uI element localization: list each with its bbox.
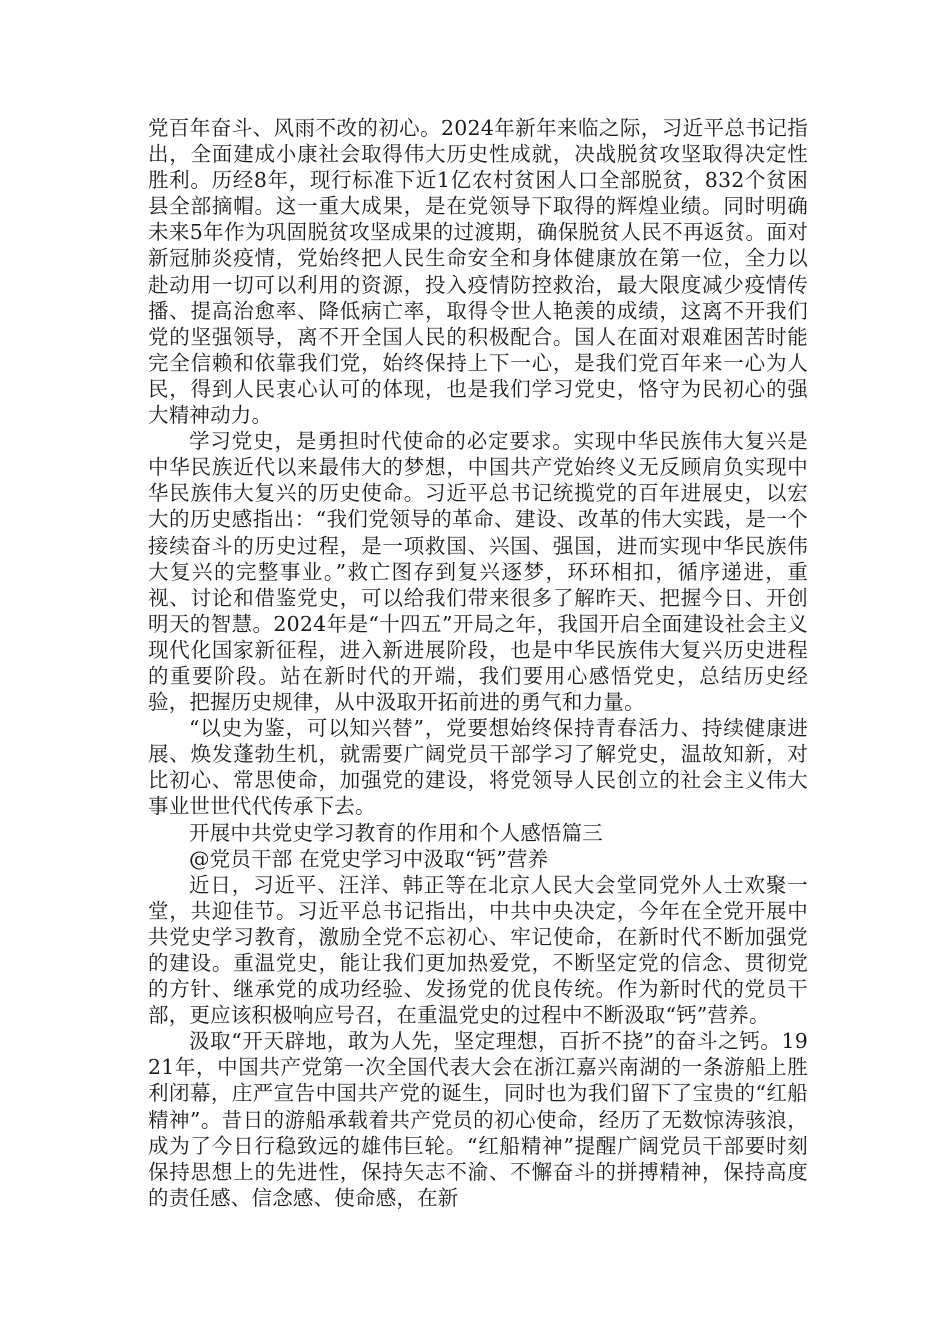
paragraph-3: “以史为鉴，可以知兴替”，党要想始终保持青春活力、持续健康进展、焕发蓬勃生机，就需要广阔党员干部学习了解党史，温故知新，对比初心、常思使命，加强党的建设，将党领导人民创立的社会主义伟大事业世世代代传承下去。 xyxy=(148,716,808,819)
section-heading: 开展中共党史学习教育的作用和个人感悟篇三 xyxy=(189,820,603,845)
paragraph-4: 近日，习近平、汪洋、韩正等在北京人民大会堂同党外人士欢聚一堂，共迎佳节。习近平总书记指出，中共中央决定，今年在全党开展中共党史学习教育，激励全党不忘初心、牢记使命，在新时代不断加强党的建设。重温党史，能让我们更加热爱党，不断坚定党的信念、贯彻党的方针、继承党的成功经验、发扬党的优良传统。作为新时代的党员干部，更应该积极响应号召，在重温党史的过程中不断汲取“钙”营养。 xyxy=(148,872,808,1028)
paragraph-2: 学习党史，是勇担时代使命的必定要求。实现中华民族伟大复兴是中华民族近代以来最伟大的梦想，中国共产党始终义无反顾肩负实现中华民族伟大复兴的历史使命。习近平总书记统揽党的百年进展史，以宏大的历史感指出：“我们党领导的革命、建设、改革的伟大实践，是一个接续奋斗的历史过程，是一项救国、兴国、强国，进而实现中华民族伟大复兴的完整事业。”救亡图存到复兴逐梦，环环相扣，循序递进，重视、讨论和借鉴党史，可以给我们带来很多了解昨天、把握今日、开创明天的智慧。2024年是“十四五”开局之年，我国开启全面建设社会主义现代化国家新征程，进入新进展阶段，也是中华民族伟大复兴历史进程的重要阶段。站在新时代的开端，我们要用心感悟党史，总结历史经验，把握历史规律，从中汲取开拓前进的勇气和力量。 xyxy=(148,429,808,715)
paragraph-5: 汲取“开天辟地，敢为人先，坚定理想，百折不挠”的奋斗之钙。1921年，中国共产党第一次全国代表大会在浙江嘉兴南湖的一条游船上胜利闭幕，庄严宣告中国共产党的诞生，同时也为我们留下了宝贵的“红船精神”。昔日的游船承载着共产党员的初心使命，经历了无数惊涛骇浪，成为了今日行稳致远的雄伟巨轮。“红船精神”提醒广阔党员干部要时刻保持思想上的先进性，保持矢志不渝、不懈奋斗的拼搏精神，保持高度的责任感、信念感、使命感，在新 xyxy=(148,1029,808,1210)
section-subheading: @党员干部 在党史学习中汲取“钙”营养 xyxy=(189,846,549,871)
paragraph-1: 党百年奋斗、风雨不改的初心。2024年新年来临之际，习近平总书记指出，全面建成小康社会取得伟大历史性成就，决战脱贫攻坚取得决定性胜利。历经8年，现行标准下近1亿农村贫困人口全部脱贫，832个贫困县全部摘帽。这一重大成果，是在党领导下取得的辉煌业绩。同时明确未来5年作为巩固脱贫攻坚成果的过渡期，确保脱贫人民不再返贫。面对新冠肺炎疫情，党始终把人民生命安全和身体健康放在第一位，全力以赴动用一切可以利用的资源，投入疫情防控救治，最大限度减少疫情传播、提高治愈率、降低病亡率，取得令世人艳羡的成绩，这离不开我们党的坚强领导，离不开全国人民的积极配合。国人在面对艰难困苦时能完全信赖和依靠我们党，始终保持上下一心，是我们党百年来一心为人民，得到人民衷心认可的体现，也是我们学习党史，恪守为民初心的强大精神动力。 xyxy=(148,116,808,428)
document-body xyxy=(148,115,808,1211)
